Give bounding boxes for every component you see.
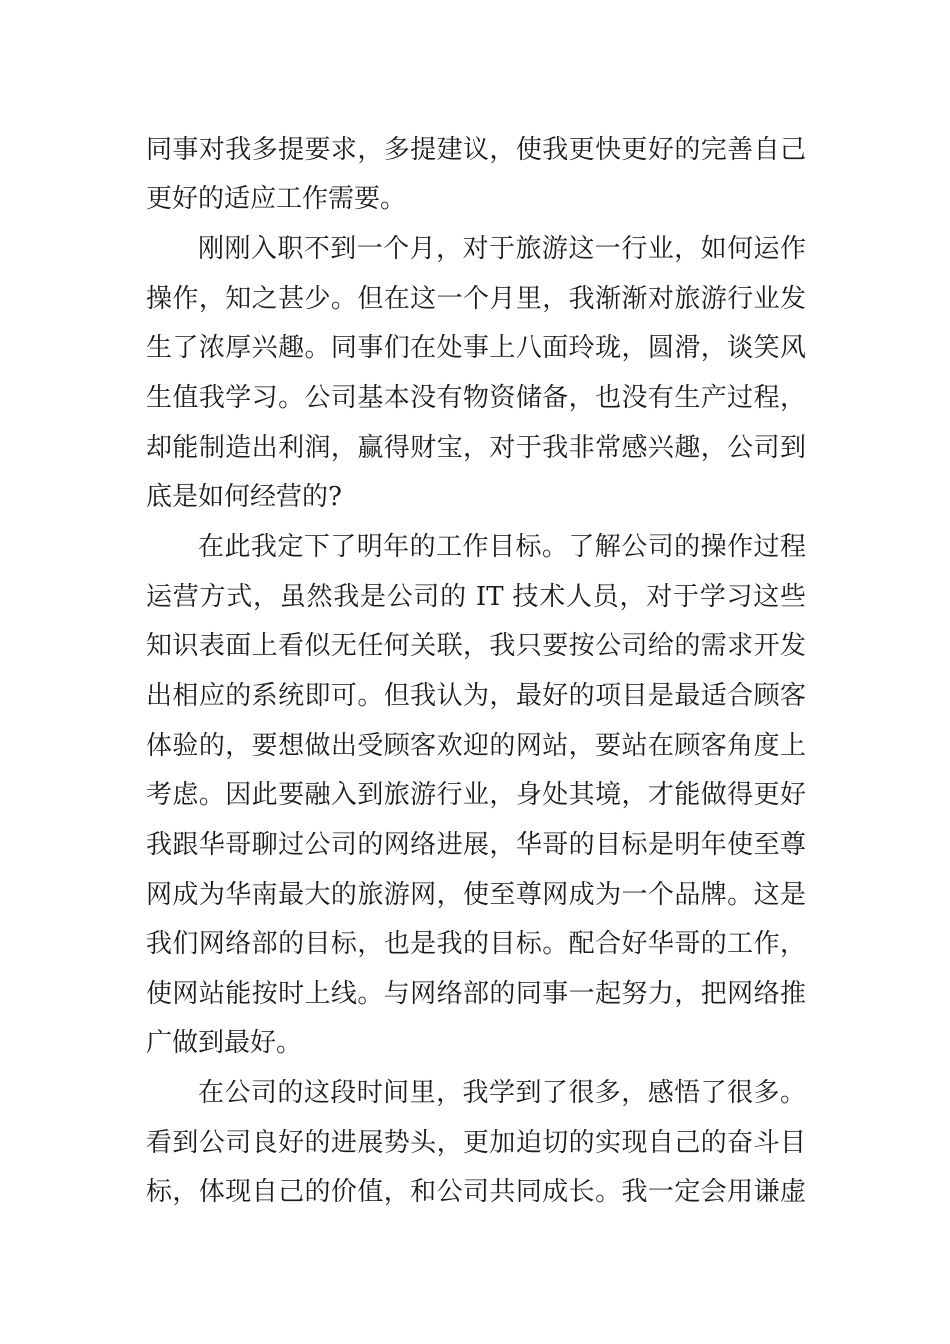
text-line: 标，体现自己的价值，和公司共同成长。我一定会用谦虚 — [146, 1177, 806, 1207]
text-line: 同事对我多提要求，多提建议，使我更快更好的完善自己 — [146, 135, 806, 165]
text-line: 更好的适应工作需要。 — [146, 184, 407, 214]
text-line: 我跟华哥聊过公司的网络进展，华哥的目标是明年使至尊 — [146, 830, 806, 860]
text-line: 运营方式，虽然我是公司的 IT 技术人员，对于学习这些 — [146, 582, 806, 612]
text-line: 我们网络部的目标，也是我的目标。配合好华哥的工作， — [146, 929, 806, 959]
text-line: 底是如何经营的? — [146, 482, 342, 512]
text-line: 体验的，要想做出受顾客欢迎的网站，要站在顾客角度上 — [146, 731, 806, 761]
text-line: 却能制造出利润，赢得财宝，对于我非常感兴趣，公司到 — [146, 433, 806, 463]
text-line: 考虑。因此要融入到旅游行业，身处其境，才能做得更好 — [146, 780, 806, 810]
text-line: 知识表面上看似无任何关联，我只要按公司给的需求开发 — [146, 631, 806, 661]
text-line: 生值我学习。公司基本没有物资储备，也没有生产过程， — [146, 383, 806, 413]
paragraph-first-line: 在此我定下了明年的工作目标。了解公司的操作过程 — [198, 532, 806, 562]
paragraph-first-line: 刚刚入职不到一个月，对于旅游这一行业，如何运作 — [198, 234, 806, 264]
text-line: 网成为华南最大的旅游网，使至尊网成为一个品牌。这是 — [146, 880, 806, 910]
paragraph-first-line: 在公司的这段时间里，我学到了很多，感悟了很多。 — [198, 1078, 806, 1108]
text-line: 生了浓厚兴趣。同事们在处事上八面玲珑，圆滑，谈笑风 — [146, 333, 806, 363]
text-line: 使网站能按时上线。与网络部的同事一起努力，把网络推 — [146, 979, 806, 1009]
text-line: 出相应的系统即可。但我认为，最好的项目是最适合顾客 — [146, 681, 806, 711]
text-line: 看到公司良好的进展势头，更加迫切的实现自己的奋斗目 — [146, 1128, 806, 1158]
text-line: 操作，知之甚少。但在这一个月里，我渐渐对旅游行业发 — [146, 284, 806, 314]
text-line: 广做到最好。 — [146, 1028, 303, 1058]
